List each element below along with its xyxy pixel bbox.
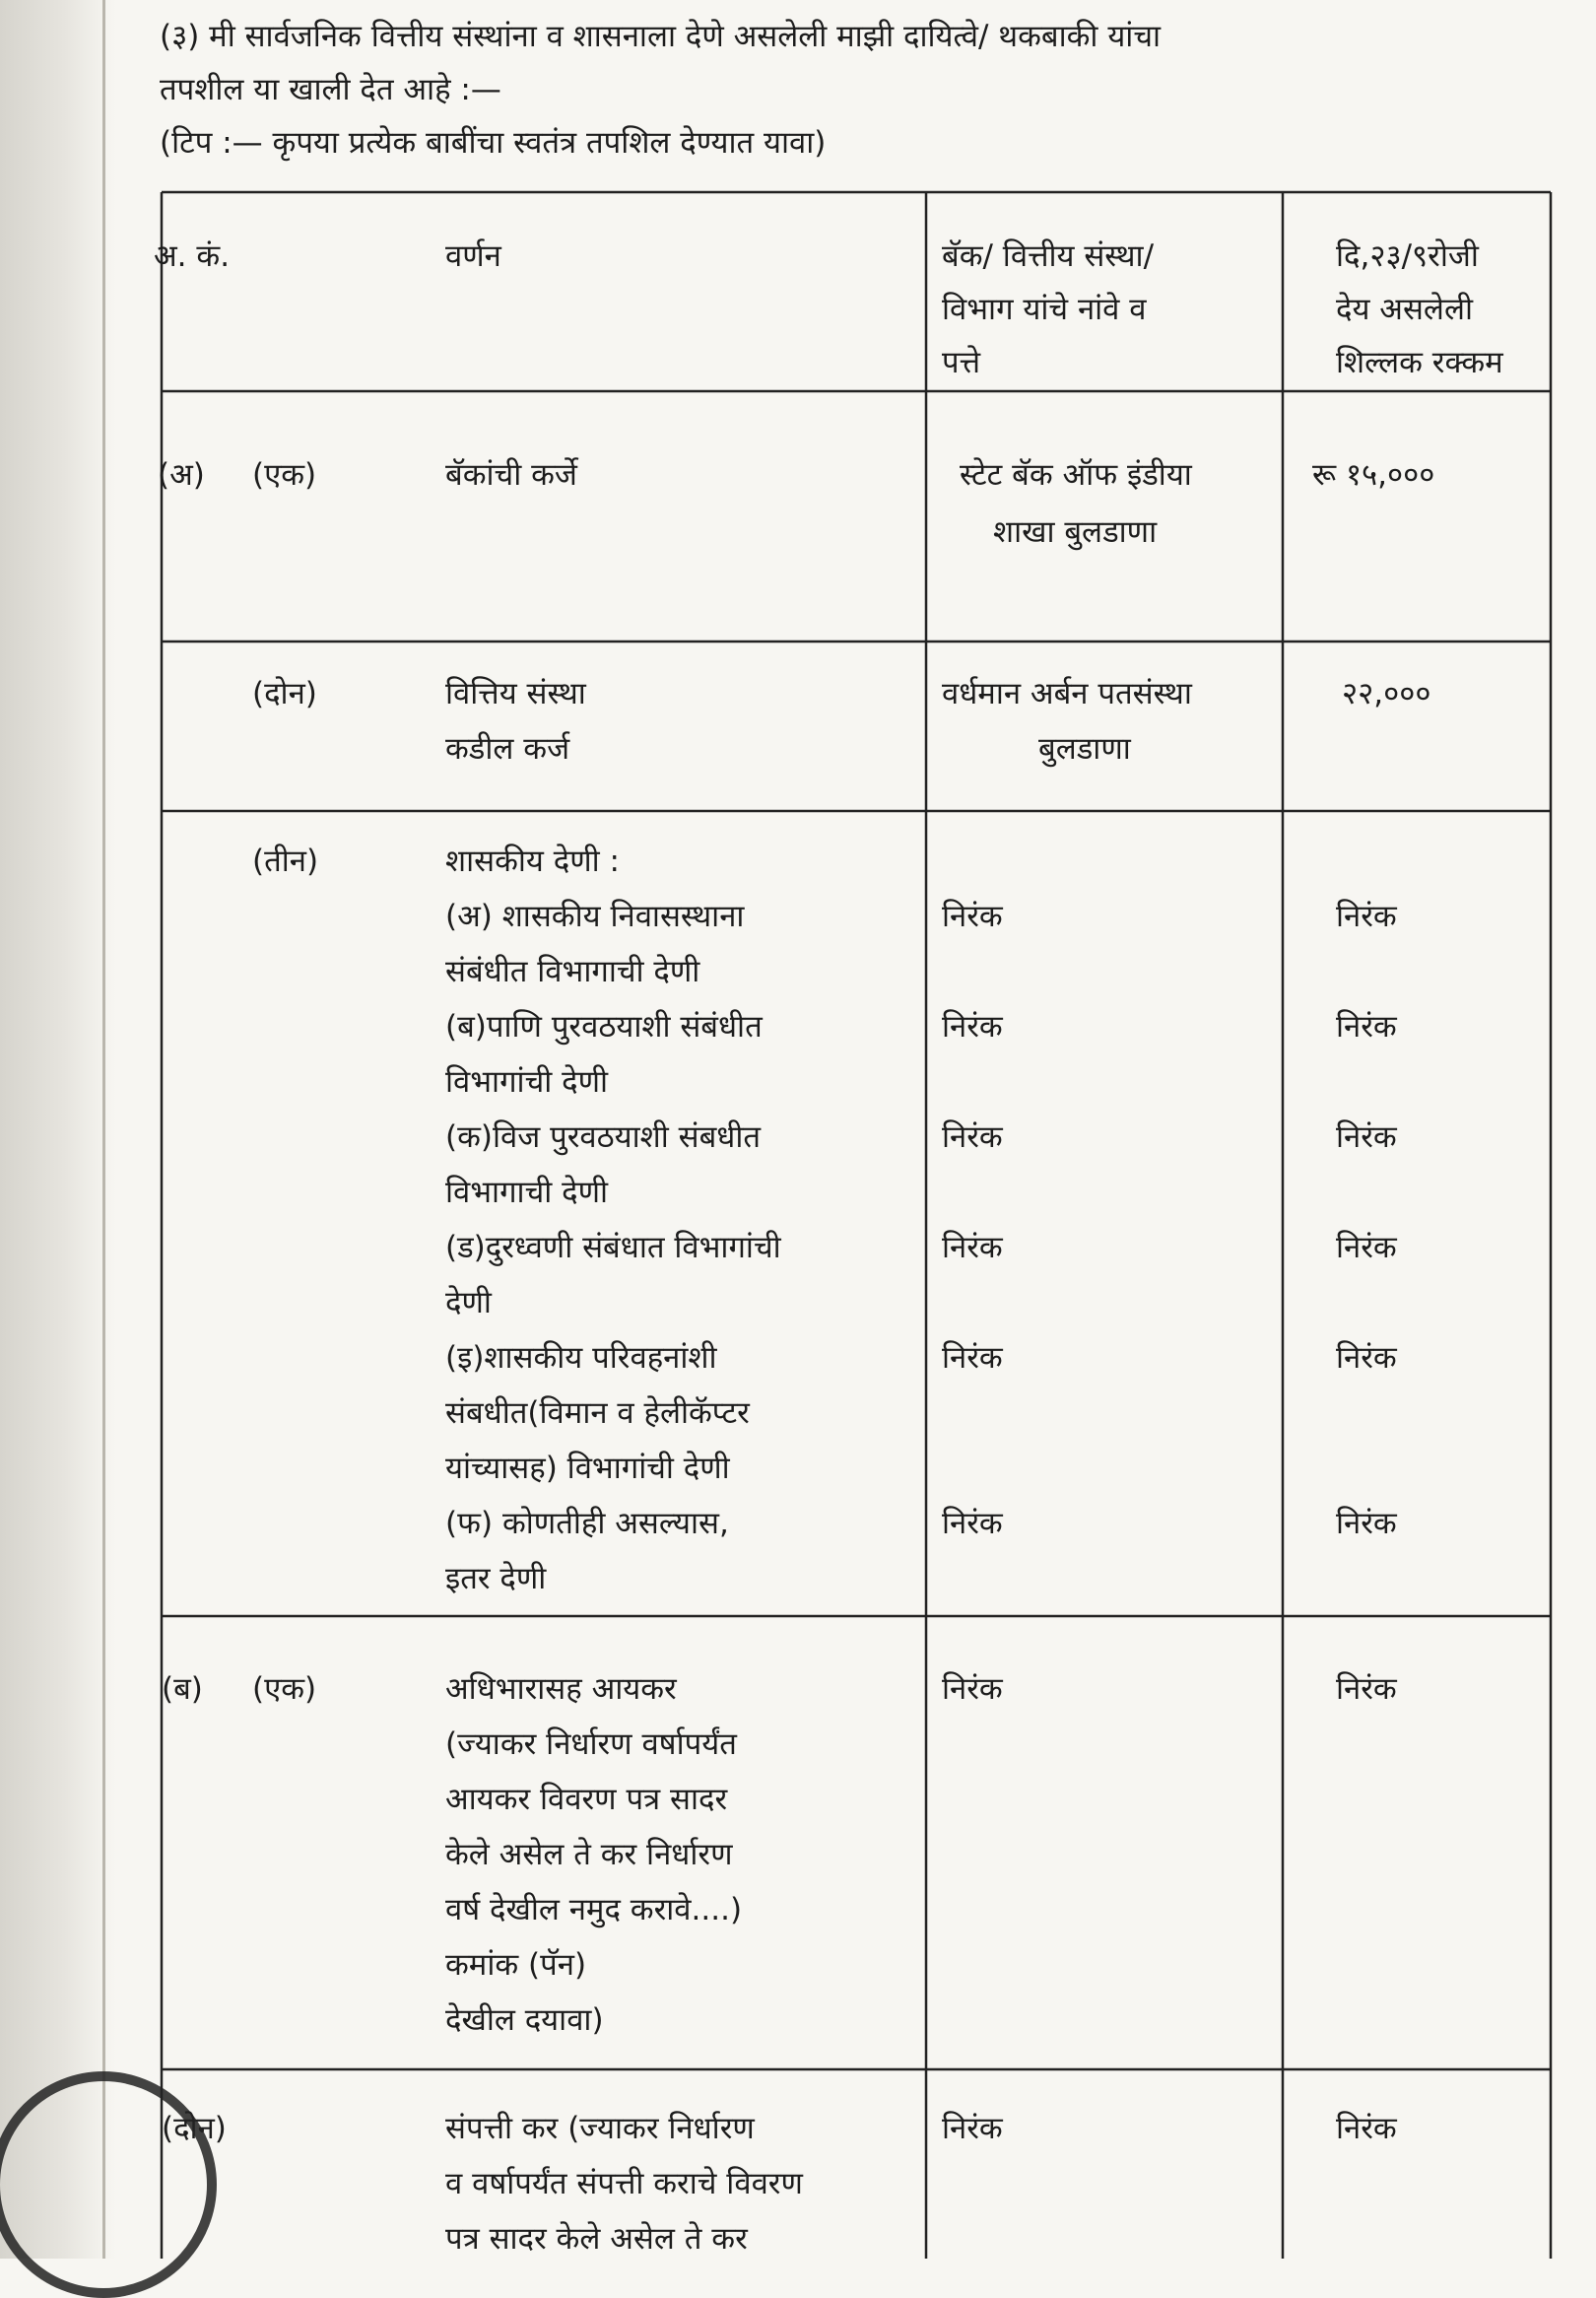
row3-item3-bank: निरंक [942, 1119, 1003, 1155]
row3-item6-line-1: (फ) कोणतीही असल्यास, [445, 1506, 729, 1541]
row4-desc-line-7: देखील दयावा) [445, 2002, 604, 2038]
row3-item5-line-2: संबधीत(विमान व हेलीकॅप्टर [445, 1395, 750, 1431]
row4-sub: (एक) [252, 1671, 317, 1707]
row4-bank: निरंक [942, 1671, 1003, 1707]
row3-item5-line-3: यांच्यासह) विभागांची देणी [445, 1451, 730, 1486]
intro-note: (टिप :— कृपया प्रत्येक बाबींचा स्वतंत्र तपशिल देण्यात यावा) [160, 125, 827, 161]
row3-item1-line-1: (अ) शासकीय निवासस्थाना [445, 899, 745, 934]
row3-item3-line-1: (क)विज पुरवठयाशी संबधीत [445, 1119, 762, 1155]
header-amount-line-1: दि,२३/९रोजी [1336, 238, 1479, 274]
row1-description: बॅकांची कर्जे [445, 457, 577, 493]
row1-sub: (एक) [252, 457, 317, 493]
row1-amount: रू १५,००० [1312, 457, 1435, 493]
row4-desc-line-3: आयकर विवरण पत्र सादर [445, 1782, 728, 1817]
office-stamp-mark [0, 2071, 217, 2298]
row1-bank-line-2: शाखा बुलडाणा [993, 514, 1158, 550]
row3-item4-line-2: देणी [445, 1285, 492, 1320]
row3-item6-bank: निरंक [942, 1506, 1003, 1541]
header-sr: अ. कं. [154, 238, 231, 274]
header-description: वर्णन [445, 238, 501, 274]
row3-item4-amount: निरंक [1336, 1230, 1397, 1265]
row3-item4-line-1: (ड)दुरध्वणी संबंधात विभागांची [445, 1230, 781, 1265]
row5-desc-line-1: संपत्ती कर (ज्याकर निर्धारण [445, 2111, 755, 2146]
row2-bank-line-1: वर्धमान अर्बन पतसंस्था [942, 676, 1192, 711]
row2-desc-line-1: वित्तिय संस्था [445, 676, 586, 711]
document-page [148, 0, 1566, 2259]
row3-item4-bank: निरंक [942, 1230, 1003, 1265]
row4-desc-line-2: (ज्याकर निर्धारण वर्षापर्यंत [445, 1726, 737, 1762]
row3-title: शासकीय देणी : [445, 844, 620, 879]
row3-item6-amount: निरंक [1336, 1506, 1397, 1541]
row2-bank-line-2: बुलडाणा [1038, 731, 1131, 767]
row5-desc-line-3: पत्र सादर केले असेल ते कर [445, 2221, 748, 2257]
row5-amount: निरंक [1336, 2111, 1397, 2146]
row3-item5-bank: निरंक [942, 1340, 1003, 1376]
row2-amount: २२,००० [1342, 676, 1431, 711]
row1-section: (अ) [158, 457, 205, 493]
row3-item5-amount: निरंक [1336, 1340, 1397, 1376]
intro-line-2: तपशील या खाली देत आहे :— [160, 72, 501, 107]
row5-sub: (दोन) [162, 2111, 227, 2146]
header-bank-line-3: पत्ते [942, 345, 981, 380]
scan-edge-shadow [0, 0, 116, 2259]
row4-desc-line-1: अधिभारासह आयकर [445, 1671, 677, 1707]
row3-sub: (तीन) [252, 844, 319, 879]
header-bank-line-2: विभाग यांचे नांवे व [942, 292, 1147, 327]
row3-item1-line-2: संबंधीत विभागाची देणी [445, 954, 700, 989]
row4-section: (ब) [162, 1671, 203, 1707]
row3-item1-amount: निरंक [1336, 899, 1397, 934]
intro-line-1: (३) मी सार्वजनिक वित्तीय संस्थांना व शासनाला देणे असलेली माझी दायित्वे/ थकबाकी यांचा [160, 19, 1162, 54]
row3-item2-bank: निरंक [942, 1009, 1003, 1045]
row3-item3-amount: निरंक [1336, 1119, 1397, 1155]
scan-binding-line [102, 0, 105, 2259]
row5-desc-line-2: व वर्षापर्यंत संपत्ती कराचे विवरण [445, 2166, 803, 2201]
row4-desc-line-6: कमांक (पॅन) [445, 1947, 587, 1983]
row1-bank-line-1: स्टेट बॅक ऑफ इंडीया [960, 457, 1192, 493]
row4-desc-line-4: केले असेल ते कर निर्धारण [445, 1837, 733, 1872]
row3-item2-amount: निरंक [1336, 1009, 1397, 1045]
row4-desc-line-5: वर्ष देखील नमुद करावे....) [445, 1892, 743, 1927]
row3-item6-line-2: इतर देणी [445, 1561, 547, 1596]
row3-item2-line-1: (ब)पाणि पुरवठयाशी संबंधीत [445, 1009, 763, 1045]
row3-item1-bank: निरंक [942, 899, 1003, 934]
row4-amount: निरंक [1336, 1671, 1397, 1707]
header-amount-line-2: देय असलेली [1336, 292, 1473, 327]
row3-item5-line-1: (इ)शासकीय परिवहनांशी [445, 1340, 717, 1376]
row5-bank: निरंक [942, 2111, 1003, 2146]
row2-sub: (दोन) [252, 676, 317, 711]
header-amount-line-3: शिल्लक रक्कम [1336, 345, 1503, 380]
header-bank-line-1: बॅक/ वित्तीय संस्था/ [942, 238, 1155, 274]
row3-item2-line-2: विभागांची देणी [445, 1064, 609, 1100]
row3-item3-line-2: विभागाची देणी [445, 1175, 609, 1210]
row2-desc-line-2: कडील कर्ज [445, 731, 570, 767]
